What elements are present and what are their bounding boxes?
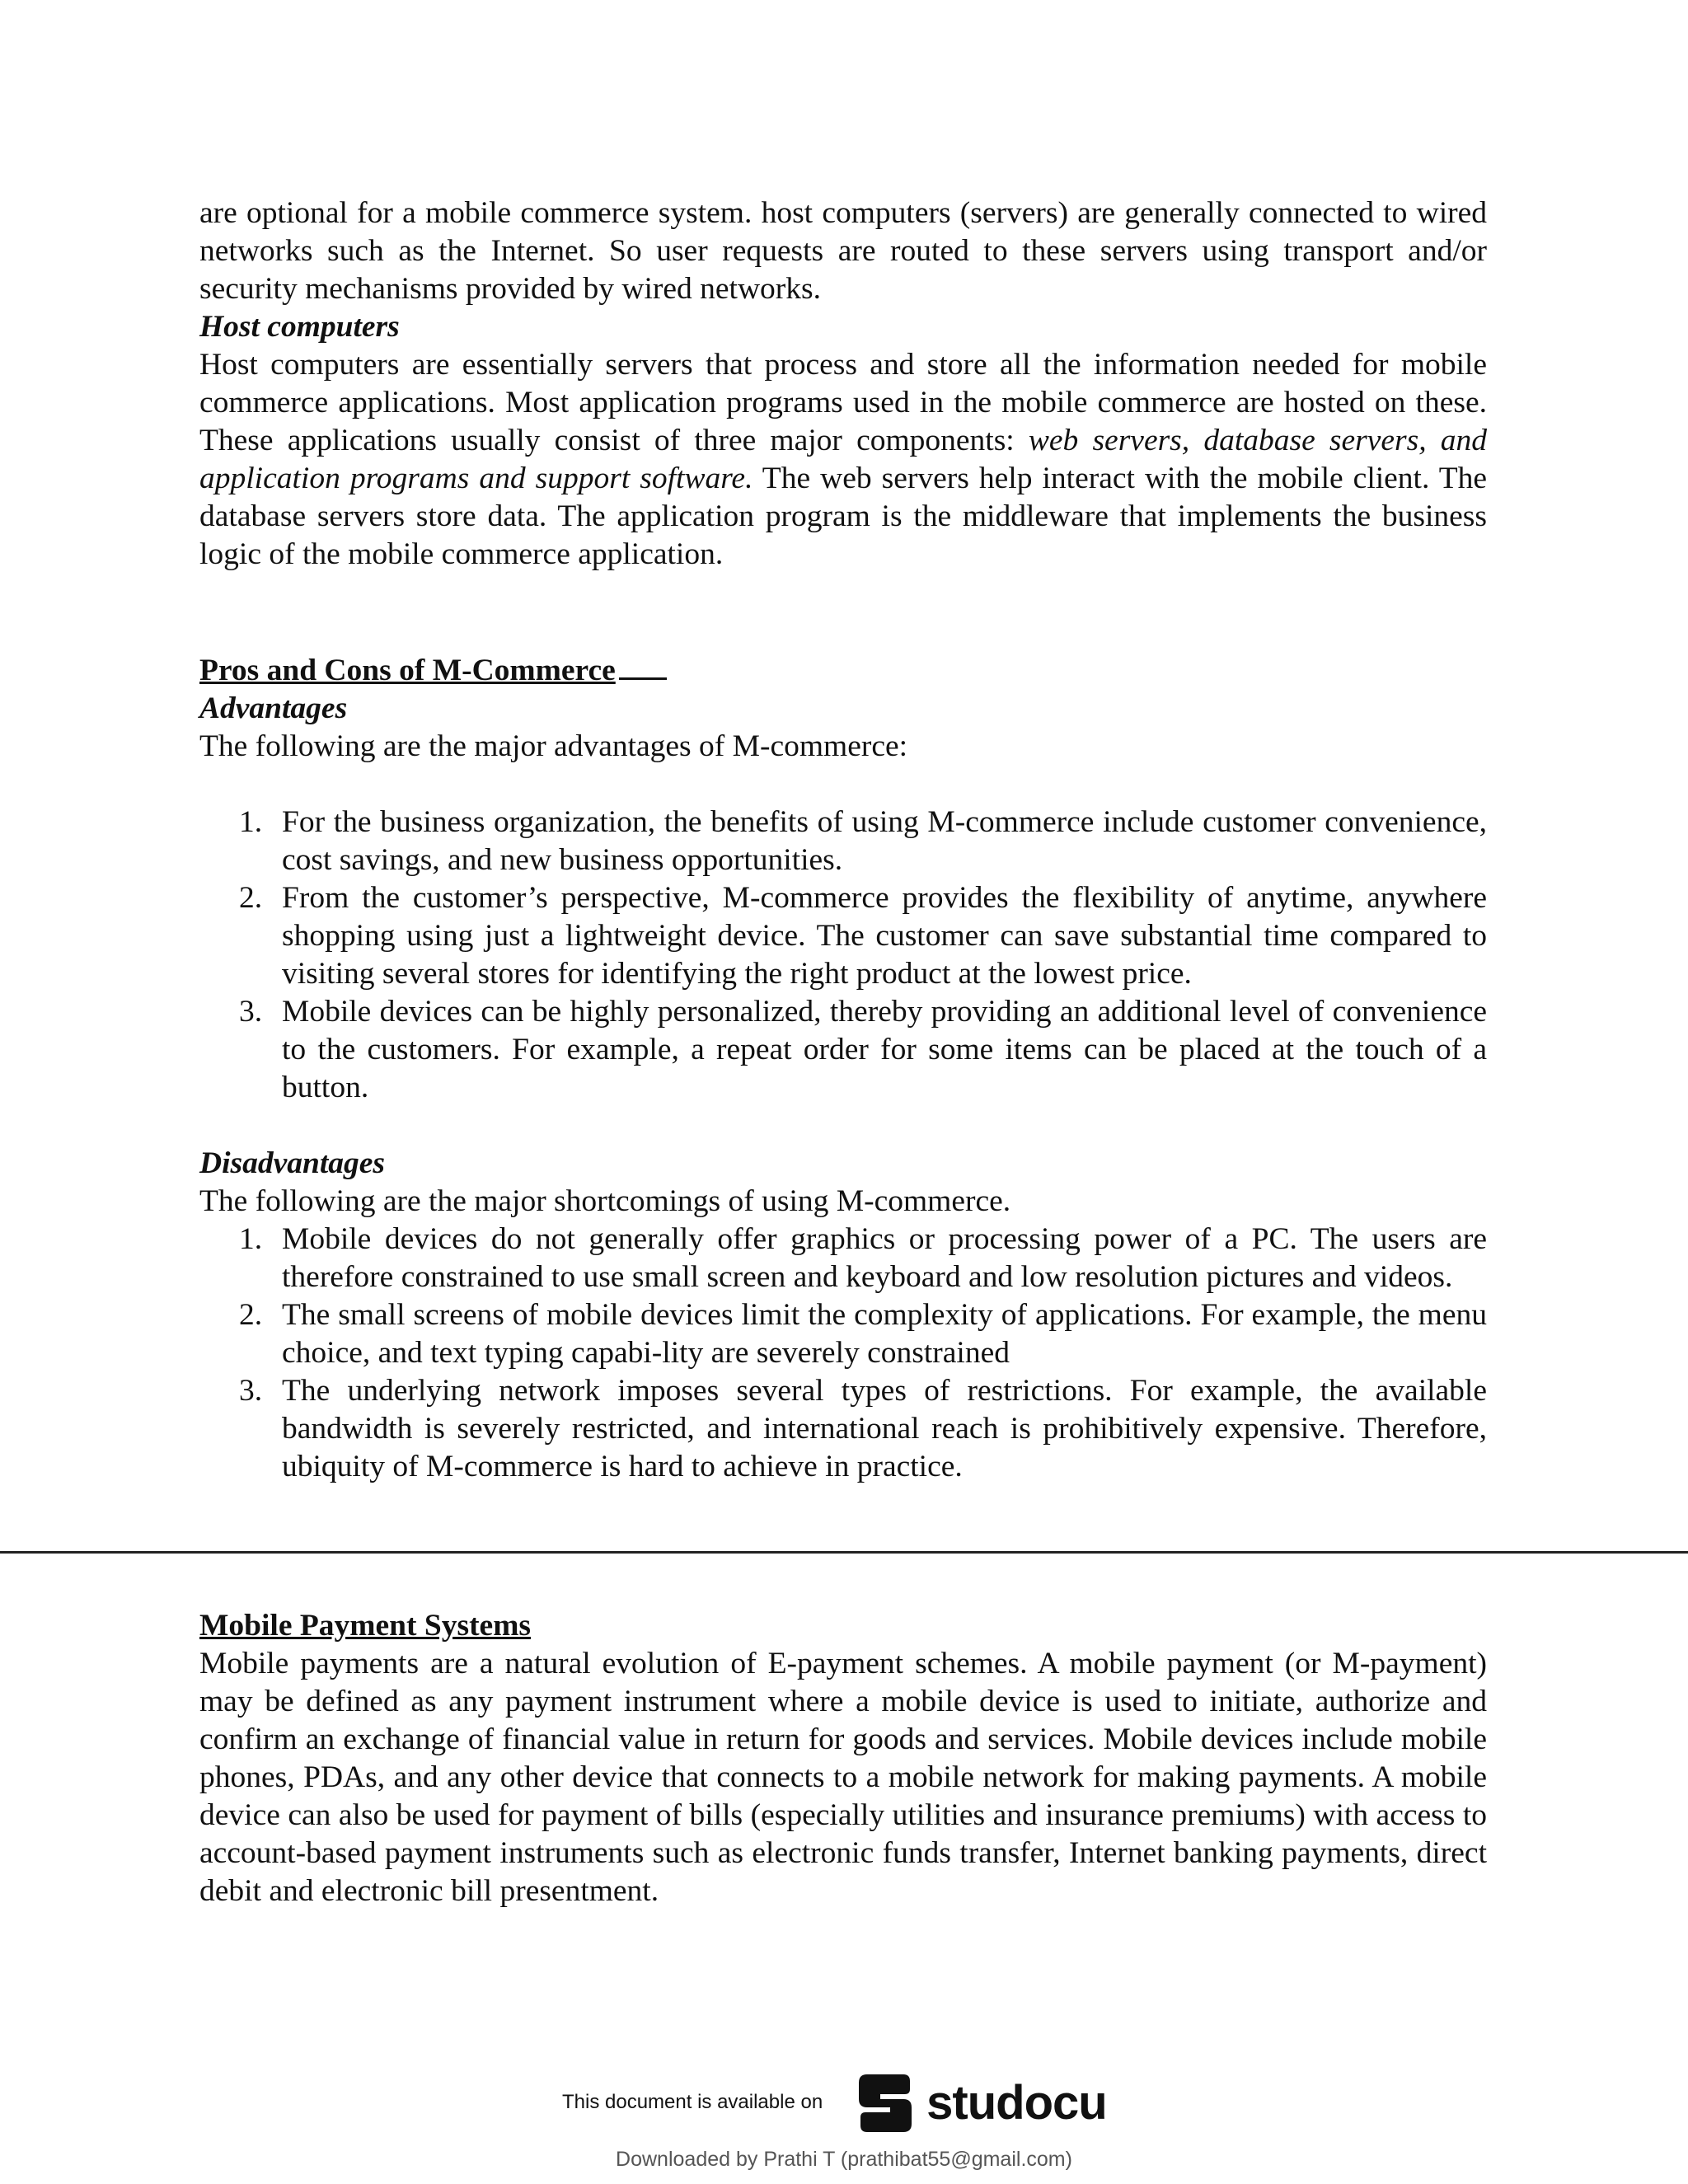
mobile-payment-paragraph: Mobile payments are a natural evolution of E-payment schemes. A mobile payment (or M-payment) may be defined as any payment instrument where a mobile device is used to initiate, authorize and confirm an exchange of financial value in return for goods and services. Mobile devices include mobile phones, PDAs, and any other device that connects to a mobile network for making payments. A mobile device can also be used for payment of bills (especially utilities and insurance premiums) with access to account-based payment instruments such as electronic funds transfer, Internet banking payments, direct debit and electronic bill presentment.: [199, 1647, 1487, 1908]
list-item-text: For the business organization, the benefits of using M-commerce include customer convenience, cost savings, and new business opportunities.: [282, 805, 1487, 877]
list-number: 2.: [239, 881, 263, 915]
list-item: [199, 1296, 1487, 1372]
page-divider: [0, 1551, 1688, 1554]
studocu-banner[interactable]: [562, 2065, 1107, 2139]
spacer: [199, 766, 1487, 804]
list-number: 3.: [239, 995, 263, 1029]
disadvantages-intro: The following are the major shortcomings of using M-commerce.: [199, 1184, 1011, 1218]
host-computers-heading: Host computers: [199, 310, 400, 344]
host-computers-paragraph: [199, 346, 1487, 574]
list-item-text: Mobile devices do not generally offer graphics or processing power of a PC. The users are therefore constrained to use small screen and keyboard and low resolution pictures and videos.: [282, 1222, 1487, 1294]
spacer: [199, 1107, 1487, 1145]
list-item: [199, 1372, 1487, 1486]
list-item-text: Mobile devices can be highly personalized, thereby providing an additional level of convenience to the customers. For example, a repeat order for some items can be placed at the touch of a button.: [282, 995, 1487, 1104]
host-text-after: The web servers help interact with the mobile client. The database servers store data. The application program is the middleware that implements the business logic of the mobile commerce application.: [199, 462, 1488, 571]
disadvantages-list: [199, 1221, 1487, 1486]
list-item: [199, 879, 1487, 993]
downloaded-by-text: Downloaded by Prathi T (prathibat55@gmail.com): [616, 2148, 1072, 2171]
studocu-logo-text: studocu: [926, 2075, 1107, 2130]
list-item-text: The underlying network imposes several types of restrictions. For example, the available bandwidth is severely restricted, and international reach is prohibitively expensive. Therefore, ubiquity of M-commerce is hard to achieve in practice.: [282, 1374, 1487, 1483]
document-body: [199, 194, 1487, 1486]
list-number: 1.: [239, 1222, 263, 1256]
studocu-logo-icon: [856, 2069, 915, 2135]
list-item: [199, 1221, 1487, 1296]
list-item-text: The small screens of mobile devices limit the complexity of applications. For example, the menu choice, and text typing capabi-lity are severely constrained: [282, 1298, 1487, 1370]
host-components-italic: web servers, database servers, and application programs and support software.: [199, 424, 1487, 495]
list-item: [199, 804, 1487, 879]
list-item: [199, 993, 1487, 1107]
intro-paragraph: are optional for a mobile commerce system. host computers (servers) are generally connected to wired networks such as the Internet. So user requests are routed to these servers using transport and/or security mechanisms provided by wired networks.: [199, 196, 1487, 306]
advantages-list: [199, 804, 1487, 1107]
page-footer: [0, 2036, 1688, 2171]
pros-cons-title-line: [199, 649, 1487, 690]
disadvantages-heading: Disadvantages: [199, 1146, 385, 1180]
host-text-before: Host computers are essentially servers that process and store all the information needed for mobile commerce applications. Most application programs used in the mobile commerce are hosted on these. These applications usually consist of three major components:: [199, 348, 1487, 457]
list-number: 1.: [239, 805, 263, 839]
mobile-payment-title: Mobile Payment Systems: [199, 1609, 532, 1643]
list-item-text: From the customer’s perspective, M-commerce provides the flexibility of anytime, anywhere shopping using just a lightweight device. The customer can save substantial time compared to visiting several stores for identifying the right product at the lowest price.: [282, 881, 1487, 991]
title-underline-tail: [619, 649, 667, 680]
mobile-payment-section: [199, 1607, 1487, 1910]
advantages-intro: The following are the major advantages of M-commerce:: [199, 729, 908, 763]
spacer: [199, 574, 1487, 649]
available-on-text: This document is available on: [562, 2091, 823, 2113]
list-number: 2.: [239, 1298, 263, 1332]
list-number: 3.: [239, 1374, 263, 1408]
pros-cons-title: Pros and Cons of M-Commerce: [199, 654, 616, 687]
advantages-heading: Advantages: [199, 691, 348, 725]
